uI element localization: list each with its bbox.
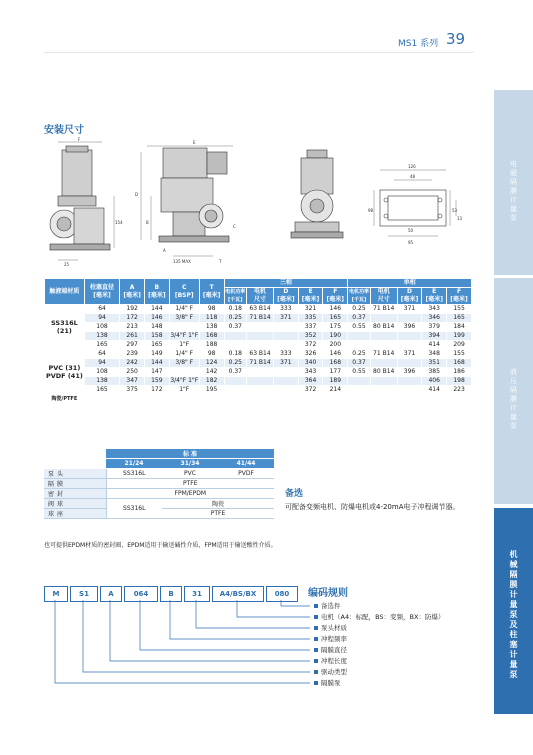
side-tab-label [494,550,533,680]
std-corner [44,449,106,459]
single-phase-header: 单相 [348,279,472,288]
page-number: 39 [446,30,466,48]
dimension-table [44,278,472,404]
table-cell: 64 [84,305,119,314]
table-cell [273,368,298,377]
table-row [45,359,472,368]
code-box: S1 [70,586,98,602]
dim-label: 50 [408,228,414,233]
table-cell: 337 [298,323,323,332]
table-cell: 3/4"F 1"F [170,377,199,384]
table-cell: 138 [199,323,224,332]
code-rule-title: 编码规则 [308,588,348,599]
pump-drawing-rear [285,146,350,256]
std-corner [44,459,106,469]
code-description [314,646,347,654]
table-cell: 138 [84,377,119,386]
code-box: 064 [124,586,158,602]
col-e-3p: E [毫米] [298,288,323,305]
dim-label: A [163,248,166,253]
std-row-label: 泵头 [44,469,106,479]
table-cell: 63 B14 [247,350,274,359]
side-tab-text: 液压隔膜计量泵 [510,368,517,430]
table-cell [169,323,199,332]
table-row [45,314,472,323]
col-motor-power-1p: 电机功率 [千瓦] [348,289,369,303]
table-cell: 190 [323,332,348,341]
table-cell: 165 [447,314,472,323]
table-cell: 333 [273,305,298,314]
table-cell: 1"F [169,386,199,395]
table-cell: 71 B14 [370,350,397,359]
table-cell: 199 [447,332,472,341]
table-cell: 108 [84,368,119,377]
table-cell: 148 [144,323,169,332]
code-description-text: 隔膜直径 [321,646,347,654]
table-cell [247,332,274,341]
table-cell: 147 [144,368,169,377]
table-cell: 0.55 [348,368,371,377]
bullet-icon [314,615,318,619]
col-plunger: 柱塞直径 [毫米] [84,279,119,305]
code-description [314,613,444,621]
table-cell: 200 [323,341,348,350]
table-cell: 80 B14 [370,323,397,332]
table-cell: 165 [323,314,348,323]
table-cell [370,332,397,341]
pump-base-drawing [368,160,464,250]
table-cell [273,332,298,341]
table-cell: 142 [199,368,224,377]
table-row [45,368,472,377]
three-phase-header: 三相 [224,279,348,288]
bullet-icon [314,604,318,608]
series-label: MS1 系列 [398,39,439,49]
table-cell [397,332,422,341]
table-cell: 406 [422,377,447,386]
table-cell: 414 [422,386,447,395]
table-cell: 343 [298,368,323,377]
dim-label: E [193,140,196,145]
table-cell: 189 [323,377,348,386]
table-row [45,332,472,341]
table-cell: 364 [298,377,323,386]
std-header: 标 准 [106,449,274,459]
table-cell: 261 [120,332,145,341]
table-cell: 250 [120,368,145,377]
table-cell: 177 [323,368,348,377]
table-cell: 63 B14 [247,305,274,314]
code-description-text: 备选件 [321,602,341,610]
std-cell: SS316L [106,499,162,519]
table-cell: 71 B14 [247,314,274,323]
table-cell [348,341,371,350]
material-cell: 陶瓷/PTFE [45,395,85,404]
table-cell: 195 [199,386,224,395]
std-cell: PTFE [106,479,274,489]
table-cell: 214 [323,386,348,395]
std-col: 31/34 [162,459,218,469]
table-cell: 1/4" F [169,350,199,359]
standard-note: 也可提供EPDM材质的密封圈，EPDM适用于输送碱性介质，FPM适用于输送酸性介质。 [44,542,277,549]
table-cell: 335 [298,314,323,323]
table-cell: 168 [199,332,224,341]
table-cell [370,341,397,350]
dim-label: B [146,220,149,225]
table-cell: 1/4" F [169,305,199,314]
table-cell: 144 [144,359,169,368]
std-row-label: 密封 [44,489,106,499]
table-cell [348,386,371,395]
table-cell [273,377,298,386]
table-cell: 1"F [169,341,199,350]
table-cell: 385 [422,368,447,377]
table-cell: 351 [422,359,447,368]
table-cell: 347 [120,377,145,386]
std-cell: SS316L [106,469,162,479]
table-cell: 343 [422,305,447,314]
pump-drawing-front [44,136,124,268]
header-divider [44,52,474,53]
code-connector [196,600,310,628]
code-description-text: 冲程频率 [321,635,347,643]
side-tab-electromagnetic[interactable] [494,90,533,275]
std-row-label: 球座 [44,509,106,519]
side-tab-mechanical[interactable] [494,508,533,714]
table-cell: 80 B14 [370,368,397,377]
table-cell: 198 [447,377,472,386]
section-title: 安装尺寸 [44,125,84,136]
std-cell: 陶瓷 [162,499,274,509]
bullet-icon [314,637,318,641]
table-cell: 396 [397,323,422,332]
col-a: A [毫米] [120,279,145,305]
table-cell: 98 [199,350,224,359]
table-cell: 213 [120,323,145,332]
options-text: 可配备变频电机、防爆电机或4-20mA电子冲程调节器。 [285,503,460,511]
table-cell: 175 [323,323,348,332]
table-row [45,323,472,332]
table-cell: 144 [144,305,169,314]
std-cell: FPM/EPDM [106,489,274,499]
table-cell: 348 [422,350,447,359]
table-cell [247,377,274,386]
table-cell [397,314,422,323]
table-cell: 149 [144,350,169,359]
dim-label: D [135,192,139,197]
code-description-text: 隔膜泵 [321,679,341,687]
std-col: 41/44 [218,459,274,469]
code-connector [140,600,310,650]
table-cell [273,323,298,332]
side-tab-text: 电磁隔膜计量泵 [510,160,517,222]
table-cell: 379 [422,323,447,332]
table-cell: 94 [84,314,119,323]
table-cell: 371 [397,350,422,359]
dim-label: 126 [408,164,416,169]
material-cell: SS316L (21) [45,305,85,350]
table-cell [370,359,397,368]
dim-label: 154 [115,220,123,225]
table-cell: 184 [447,323,472,332]
table-cell: 165 [144,341,169,350]
table-row [45,305,472,314]
table-cell: 242 [120,359,145,368]
table-cell [247,368,274,377]
dim-label: 135 MAX [173,259,191,264]
table-cell: 155 [447,305,472,314]
table-cell: 64 [84,350,119,359]
table-cell: 71 B14 [370,305,397,314]
code-box: 31 [184,586,210,602]
dim-label: F [78,137,81,142]
table-cell: 375 [120,386,145,395]
table-cell: 371 [397,305,422,314]
std-cell: PTFE [162,509,274,519]
col-d-3p: D [毫米] [273,288,298,305]
table-cell: 165 [84,341,119,350]
side-tab-label [494,160,533,223]
table-cell: 0.25 [224,314,247,323]
table-cell: 138 [84,332,119,341]
table-cell: 188 [199,341,224,350]
table-cell: 321 [298,305,323,314]
table-cell: 352 [298,332,323,341]
col-motor-power-3p: 电机功率 [千瓦] [225,289,246,303]
dim-label: 13 [457,216,463,221]
code-description-text: 冲程长度 [321,657,347,665]
table-cell: 0.25 [224,359,247,368]
standard-materials-table [44,449,274,519]
table-cell: 3/8" F [169,314,199,323]
table-row [45,350,472,359]
table-cell [247,386,274,395]
code-description [314,635,347,643]
dim-label: 25 [64,262,70,267]
table-cell [224,377,247,386]
table-cell: 71 B14 [247,359,274,368]
dim-label: 53 [452,208,458,213]
table-cell: 239 [120,350,145,359]
bullet-icon [314,681,318,685]
table-cell: 414 [422,341,447,350]
table-cell: 371 [273,314,298,323]
std-cell: PVC [162,469,218,479]
code-connector [237,600,310,617]
table-cell: 94 [84,359,119,368]
table-cell [370,314,397,323]
dim-label: T [219,259,222,264]
table-cell: 0.37 [348,359,371,368]
table-cell: 371 [273,359,298,368]
col-motor-size-3p: 电机 尺寸 [247,288,274,305]
table-cell: 168 [323,359,348,368]
table-cell [224,386,247,395]
table-cell: 172 [120,314,145,323]
side-tab-text: 机械隔膜计量泵及柱塞计量泵 [509,550,518,679]
dim-label: 98 [368,208,374,213]
side-tab-label [494,368,533,431]
table-cell: 108 [84,323,119,332]
table-cell: 333 [273,350,298,359]
col-e-1p: E [毫米] [422,288,447,305]
table-cell: 3/8" F [169,359,199,368]
table-cell: 172 [144,386,169,395]
table-cell: 297 [120,341,145,350]
std-row-label: 隔膜 [44,479,106,489]
table-cell: 146 [323,305,348,314]
table-cell: 223 [447,386,472,395]
code-description-text: 驱动类型 [321,668,347,676]
code-description-text: 电机（A4：标配，BS：变频，BX：防爆） [321,613,445,621]
table-cell [273,386,298,395]
table-cell: 0.37 [224,368,247,377]
table-cell: 118 [199,314,224,323]
table-cell: 155 [447,350,472,359]
table-row [45,341,472,350]
table-cell [224,332,247,341]
code-box: 080 [266,586,298,602]
code-description [314,668,347,676]
col-f-3p: F [毫米] [323,288,348,305]
table-cell: 396 [397,368,422,377]
table-cell: 159 [144,377,169,386]
table-cell: 182 [199,377,224,386]
dim-label: C [233,224,236,229]
code-description-text: 泵头材质 [321,624,347,632]
dim-label: 48 [410,174,416,179]
bullet-icon [314,648,318,652]
table-cell: 0.55 [348,323,371,332]
table-cell: 98 [199,305,224,314]
table-cell: 340 [298,359,323,368]
col-d-1p: D [毫米] [397,288,422,305]
table-cell [273,341,298,350]
std-cell: PVDF [218,469,274,479]
table-cell [397,341,422,350]
table-cell: 165 [84,386,119,395]
side-tab-hydraulic[interactable] [494,278,533,504]
pump-drawing-side [133,136,253,268]
std-row-label: 阀球 [44,499,106,509]
code-description [314,679,341,687]
table-cell: 3/4"F 1"F [170,332,199,339]
code-box: M [44,586,68,602]
table-row [45,386,472,395]
table-cell: 0.18 [224,350,247,359]
table-cell: 146 [144,314,169,323]
table-cell: 186 [447,368,472,377]
code-connector [55,600,310,683]
bullet-icon [314,626,318,630]
col-f-1p: F [毫米] [447,288,472,305]
table-cell: 0.25 [348,350,371,359]
table-cell [224,341,247,350]
material-cell: PVC (31) PVDF (41) [45,350,85,395]
std-col: 21/24 [106,459,162,469]
table-cell: 209 [447,341,472,350]
code-box: B [160,586,182,602]
table-cell [370,377,397,386]
table-cell: 346 [422,314,447,323]
table-cell: 124 [199,359,224,368]
code-description [314,624,347,632]
table-cell [397,386,422,395]
code-box: A4/BS/BX [212,586,264,602]
col-motor-size-1p: 电机 尺寸 [370,288,397,305]
code-description [314,602,341,610]
table-cell: 326 [298,350,323,359]
table-cell: 394 [422,332,447,341]
table-cell: 168 [447,359,472,368]
table-cell [348,332,371,341]
table-cell [247,341,274,350]
code-description [314,657,347,665]
table-cell [169,368,199,377]
table-cell: 0.37 [348,314,371,323]
table-cell [370,386,397,395]
col-b: B [毫米] [144,279,169,305]
code-connector [281,600,310,606]
col-material: 触液端材质 [45,279,85,305]
table-cell: 0.25 [348,305,371,314]
table-cell [397,377,422,386]
table-cell [348,377,371,386]
table-row [45,377,472,386]
table-cell: 0.37 [224,323,247,332]
table-cell: 0.18 [224,305,247,314]
code-connector-lines [40,600,320,700]
col-c: C [BSP] [169,279,199,305]
col-t: T [毫米] [199,279,224,305]
bullet-icon [314,670,318,674]
dim-label: 95 [408,240,414,245]
table-cell: 158 [144,332,169,341]
table-cell [397,359,422,368]
table-cell: 146 [323,350,348,359]
table-cell: 372 [298,341,323,350]
table-cell: 192 [120,305,145,314]
bullet-icon [314,659,318,663]
table-cell [247,323,274,332]
table-row [45,395,472,404]
options-title: 备选 [285,489,304,499]
table-cell: 372 [298,386,323,395]
code-box: A [100,586,122,602]
